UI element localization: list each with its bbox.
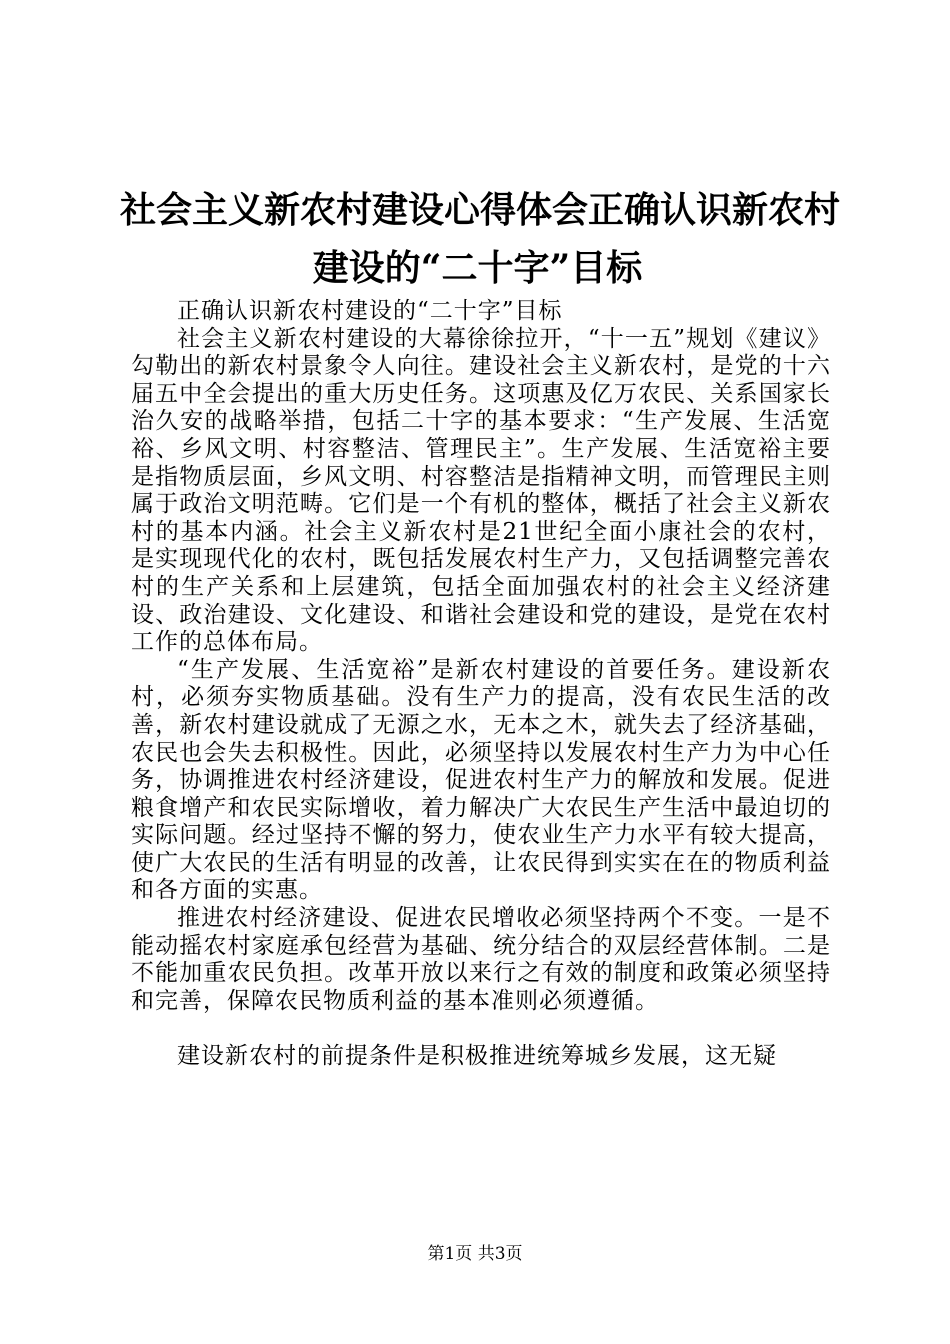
document-body: [131, 298, 831, 1071]
document-subtitle: 正确认识新农村建设的“二十字”目标: [177, 298, 563, 324]
paragraph: “生产发展、生活宽裕”是新农村建设的首要任务。建设新农村，必须夯实物质基础。没有生产力的提高，没有农民生活的改善，新农村建设就成了无源之水，无本之木，就失去了经济基础，农民也会失去积极性。因此，必须坚持以发展农村生产力为中心任务，协调推进农村经济建设，促进农村生产力的解放和发展。促进粮食增产和农民实际增收，着力解决广大农民生产生活中最迫切的实际问题。经过坚持不懈的努力，使农业生产力水平有较大提高，使广大农民的生活有明显的改善，让农民得到实实在在的物质利益和各方面的实惠。: [131, 656, 831, 904]
paragraph: 社会主义新农村建设的大幕徐徐拉开，“十一五”规划《建议》勾勒出的新农村景象令人向往。建设社会主义新农村，是党的十六届五中全会提出的重大历史任务。这项惠及亿万农民、关系国家长治久安的战略举措，包括二十字的基本要求：“生产发展、生活宽裕、乡风文明、村容整洁、管理民主”。生产发展、生活宽裕主要是指物质层面，乡风文明、村容整洁是指精神文明，而管理民主则属于政治文明范畴。它们是一个有机的整体，概括了社会主义新农村的基本内涵。社会主义新农村是21世纪全面小康社会的农村，是实现现代化的农村，既包括发展农村生产力，又包括调整完善农村的生产关系和上层建筑，包括全面加强农村的社会主义经济建设、政治建设、文化建设、和谐社会建设和党的建设，是党在农村工作的总体布局。: [131, 325, 831, 656]
document-title-line-2: 建设的“二十字”目标: [312, 247, 643, 289]
paragraph: 建设新农村的前提条件是积极推进统筹城乡发展，这无疑: [177, 1043, 777, 1070]
page-number-footer: 第1页 共3页: [427, 1244, 523, 1264]
paragraph: 推进农村经济建设、促进农民增收必须坚持两个不变。一是不能动摇农村家庭承包经营为基础、统分结合的双层经营体制。二是不能加重农民负担。改革开放以来行之有效的制度和政策必须坚持和完善，保障农民物质利益的基本准则必须遵循。: [131, 905, 831, 1014]
document-title-line-1: 社会主义新农村建设心得体会正确认识新农村: [120, 189, 841, 231]
